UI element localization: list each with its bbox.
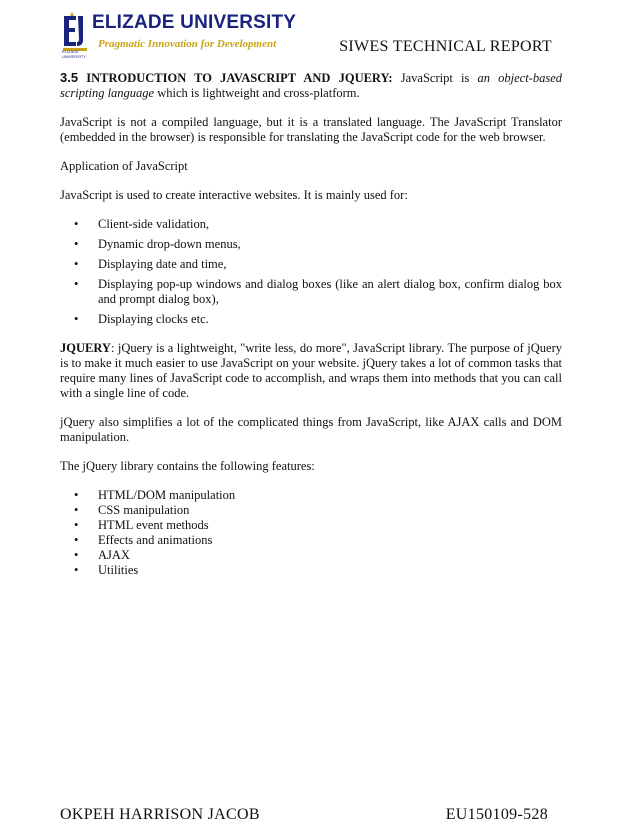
list-item: • HTML/DOM manipulation	[60, 488, 562, 503]
uses-list	[60, 217, 562, 327]
simplifies-paragraph: jQuery also simplifies a lot of the complicated things from JavaScript, like AJAX calls and DOM manipulation.	[60, 415, 562, 444]
features-list	[60, 488, 562, 578]
compiled-paragraph: JavaScript is not a compiled language, but it is a translated language. The JavaScript Translator (embedded in the browser) is responsible for translating the JavaScript code for the web browser.	[60, 115, 562, 144]
intro-text-after: which is lightweight and cross-platform.	[154, 86, 360, 100]
list-item: • Displaying date and time,	[60, 257, 562, 272]
footer-matric-number: EU150109-528	[445, 806, 548, 823]
logo-motto: ELIZADE UNIVERSITY	[62, 49, 87, 59]
intro-text-before: JavaScript is	[392, 71, 478, 85]
list-item: • Effects and animations	[60, 533, 562, 548]
list-item: • AJAX	[60, 548, 562, 563]
university-name: ELIZADE UNIVERSITY	[92, 12, 297, 33]
list-item: • Utilities	[60, 563, 562, 578]
university-tagline: Pragmatic Innovation for Development	[98, 38, 277, 50]
university-crest-icon	[62, 12, 88, 52]
intro-paragraph	[60, 70, 562, 101]
list-item: • Dynamic drop-down menus,	[60, 237, 562, 252]
university-logo	[60, 8, 297, 60]
section-number: 3.5	[60, 70, 79, 85]
list-item: • CSS manipulation	[60, 503, 562, 518]
list-item: • HTML event methods	[60, 518, 562, 533]
jquery-paragraph	[60, 341, 562, 401]
intro-italic-text: an object-based scripting language	[60, 71, 562, 100]
section-heading: INTRODUCTION TO JAVASCRIPT AND JQUERY:	[86, 71, 393, 85]
jquery-text: : jQuery is a lightweight, "write less, do more", JavaScript library. The purpose of jQuery is to make it much easier to use JavaScript on your website. jQuery takes a lot of common tasks that require many lines of JavaScript code to accomplish, and wraps them into methods that you can call with a single line of code.	[60, 341, 562, 400]
application-heading: Application of JavaScript	[60, 159, 188, 173]
footer-author: OKPEH HARRISON JACOB	[60, 806, 260, 823]
features-intro: The jQuery library contains the following features:	[60, 459, 315, 473]
list-item: • Displaying clocks etc.	[60, 312, 562, 327]
list-item: • Displaying pop-up windows and dialog boxes (like an alert dialog box, confirm dialog box and prompt dialog box),	[60, 277, 562, 307]
usage-intro: JavaScript is used to create interactive websites. It is mainly used for:	[60, 188, 408, 202]
document-body	[60, 70, 562, 592]
list-item: • Client-side validation,	[60, 217, 562, 232]
jquery-label: JQUERY	[60, 341, 111, 355]
report-title: SIWES TECHNICAL REPORT	[339, 38, 552, 55]
page-header	[60, 8, 580, 64]
